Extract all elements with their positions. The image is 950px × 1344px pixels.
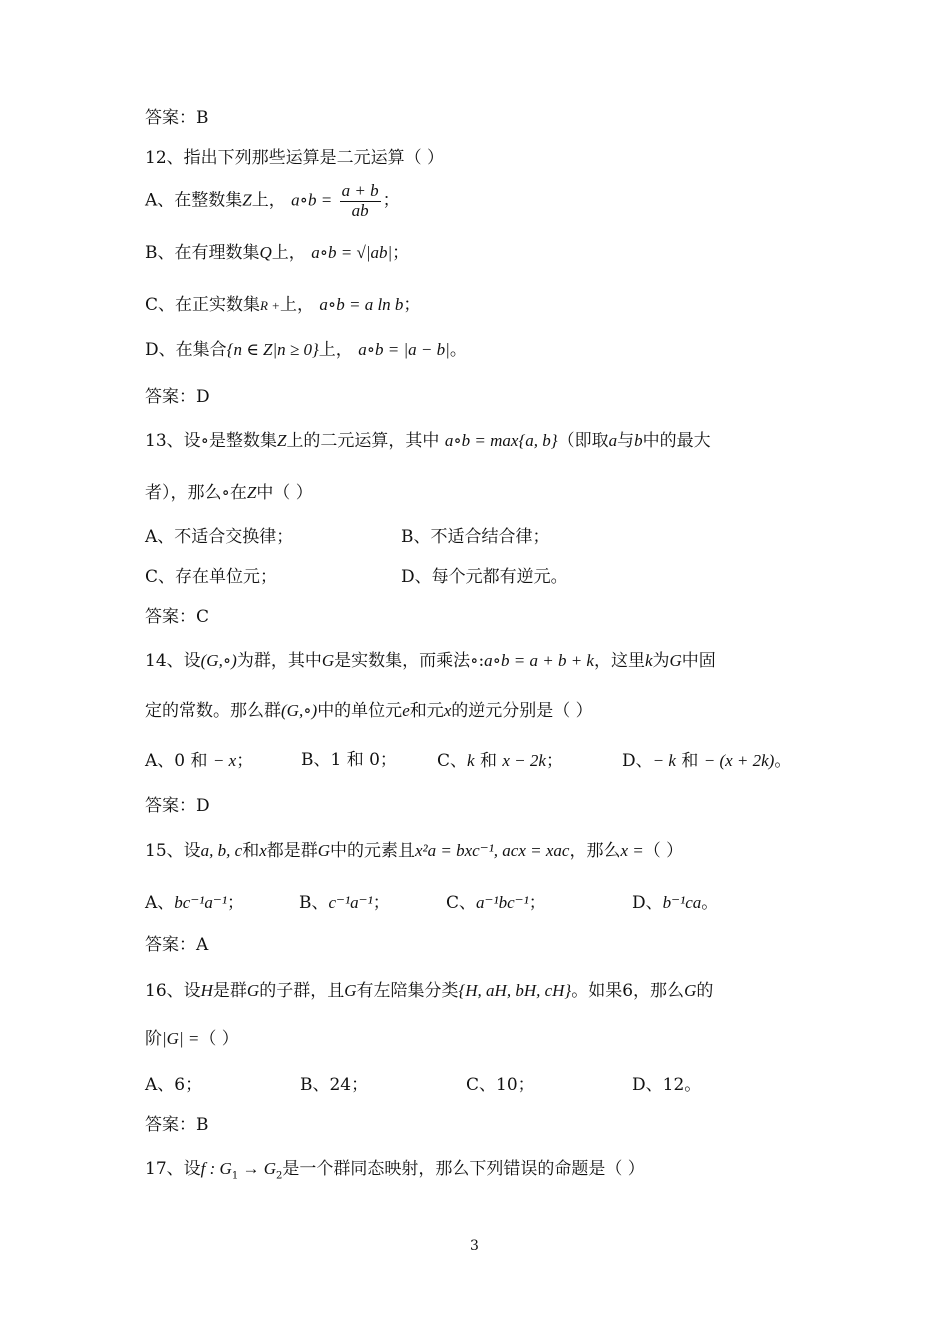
q12-option-c: C、在正实数集R +上， a∘b = a ln b；	[145, 295, 421, 315]
q16-option-b: B、24；	[300, 1075, 369, 1095]
q16-option-a: A、6；	[145, 1075, 203, 1095]
answer-11: 答案：B	[145, 108, 209, 128]
answer-15: 答案：A	[145, 935, 209, 955]
q13-option-b: B、不适合结合律；	[401, 527, 550, 547]
q12-option-b: B、在有理数集Q上， a∘b = √|ab|；	[145, 243, 410, 263]
question-15-stem: 15、设a, b, c和x都是群G中的元素且x²a = bxc⁻¹, acx = xac，那么x =（ ）	[145, 841, 684, 861]
question-17-stem: 17、设f : $G_1 \to G_2$是一个群同态映射，那么下列错误的命题是（ ）	[145, 1159, 645, 1182]
q15-option-c: C、a⁻¹bc⁻¹；	[446, 893, 546, 913]
answer-13: 答案：C	[145, 607, 210, 627]
answer-14: 答案：D	[145, 796, 210, 816]
q15-option-d: D、b⁻¹ca。	[632, 893, 719, 913]
q14-option-c: C、k 和 x − 2k；	[437, 751, 563, 771]
q14-option-d: D、− k 和 − (x + 2k)。	[622, 751, 792, 771]
fraction: $\frac{a + b}{ab}$	[341, 181, 379, 220]
question-16-line-2: 阶|G| =（ ）	[145, 1029, 239, 1049]
page-number: 3	[470, 1238, 479, 1254]
q13-option-c: C、存在单位元；	[145, 567, 278, 587]
answer-12: 答案：D	[145, 387, 210, 407]
question-14-line-2: 定的常数。那么群(G,∘)中的单位元e和元x的逆元分别是（ ）	[145, 701, 593, 721]
answer-16: 答案：B	[145, 1115, 209, 1135]
question-13-line-1: 13、设∘是整数集Z上的二元运算，其中 a∘b = max{a, b}（即取a与b中的最大	[145, 431, 711, 451]
q15-option-a: A、bc⁻¹a⁻¹；	[145, 893, 244, 913]
question-16-line-1: 16、设H是群G的子群，且G有左陪集分类{H, aH, bH, cH}。如果6，那么G的	[145, 981, 714, 1001]
q14-option-b: B、1 和 0；	[301, 750, 397, 770]
q13-option-d: D、每个元都有逆元。	[401, 567, 568, 587]
q13-option-a: A、不适合交换律；	[145, 527, 294, 547]
question-12-stem: 12、指出下列那些运算是二元运算（ ）	[145, 148, 445, 168]
q12-option-a: A、在整数集Z上， a∘b = $\frac{a + b}{ab}$ ；	[145, 181, 400, 220]
q16-option-c: C、10；	[466, 1075, 535, 1095]
q12-option-d: D、在集合{n ∈ Z|n ≥ 0}上， a∘b = |a − b|。	[145, 340, 467, 360]
q16-option-d: D、12。	[632, 1075, 702, 1095]
question-13-line-2: 者），那么∘在Z中（ ）	[145, 483, 313, 503]
q15-option-b: B、c⁻¹a⁻¹；	[299, 893, 390, 913]
q14-option-a: A、0 和 − x；	[145, 751, 254, 771]
question-14-line-1: 14、设(G,∘)为群，其中G是实数集，而乘法∘:a∘b = a + b + k，这里k为G中固	[145, 651, 716, 671]
